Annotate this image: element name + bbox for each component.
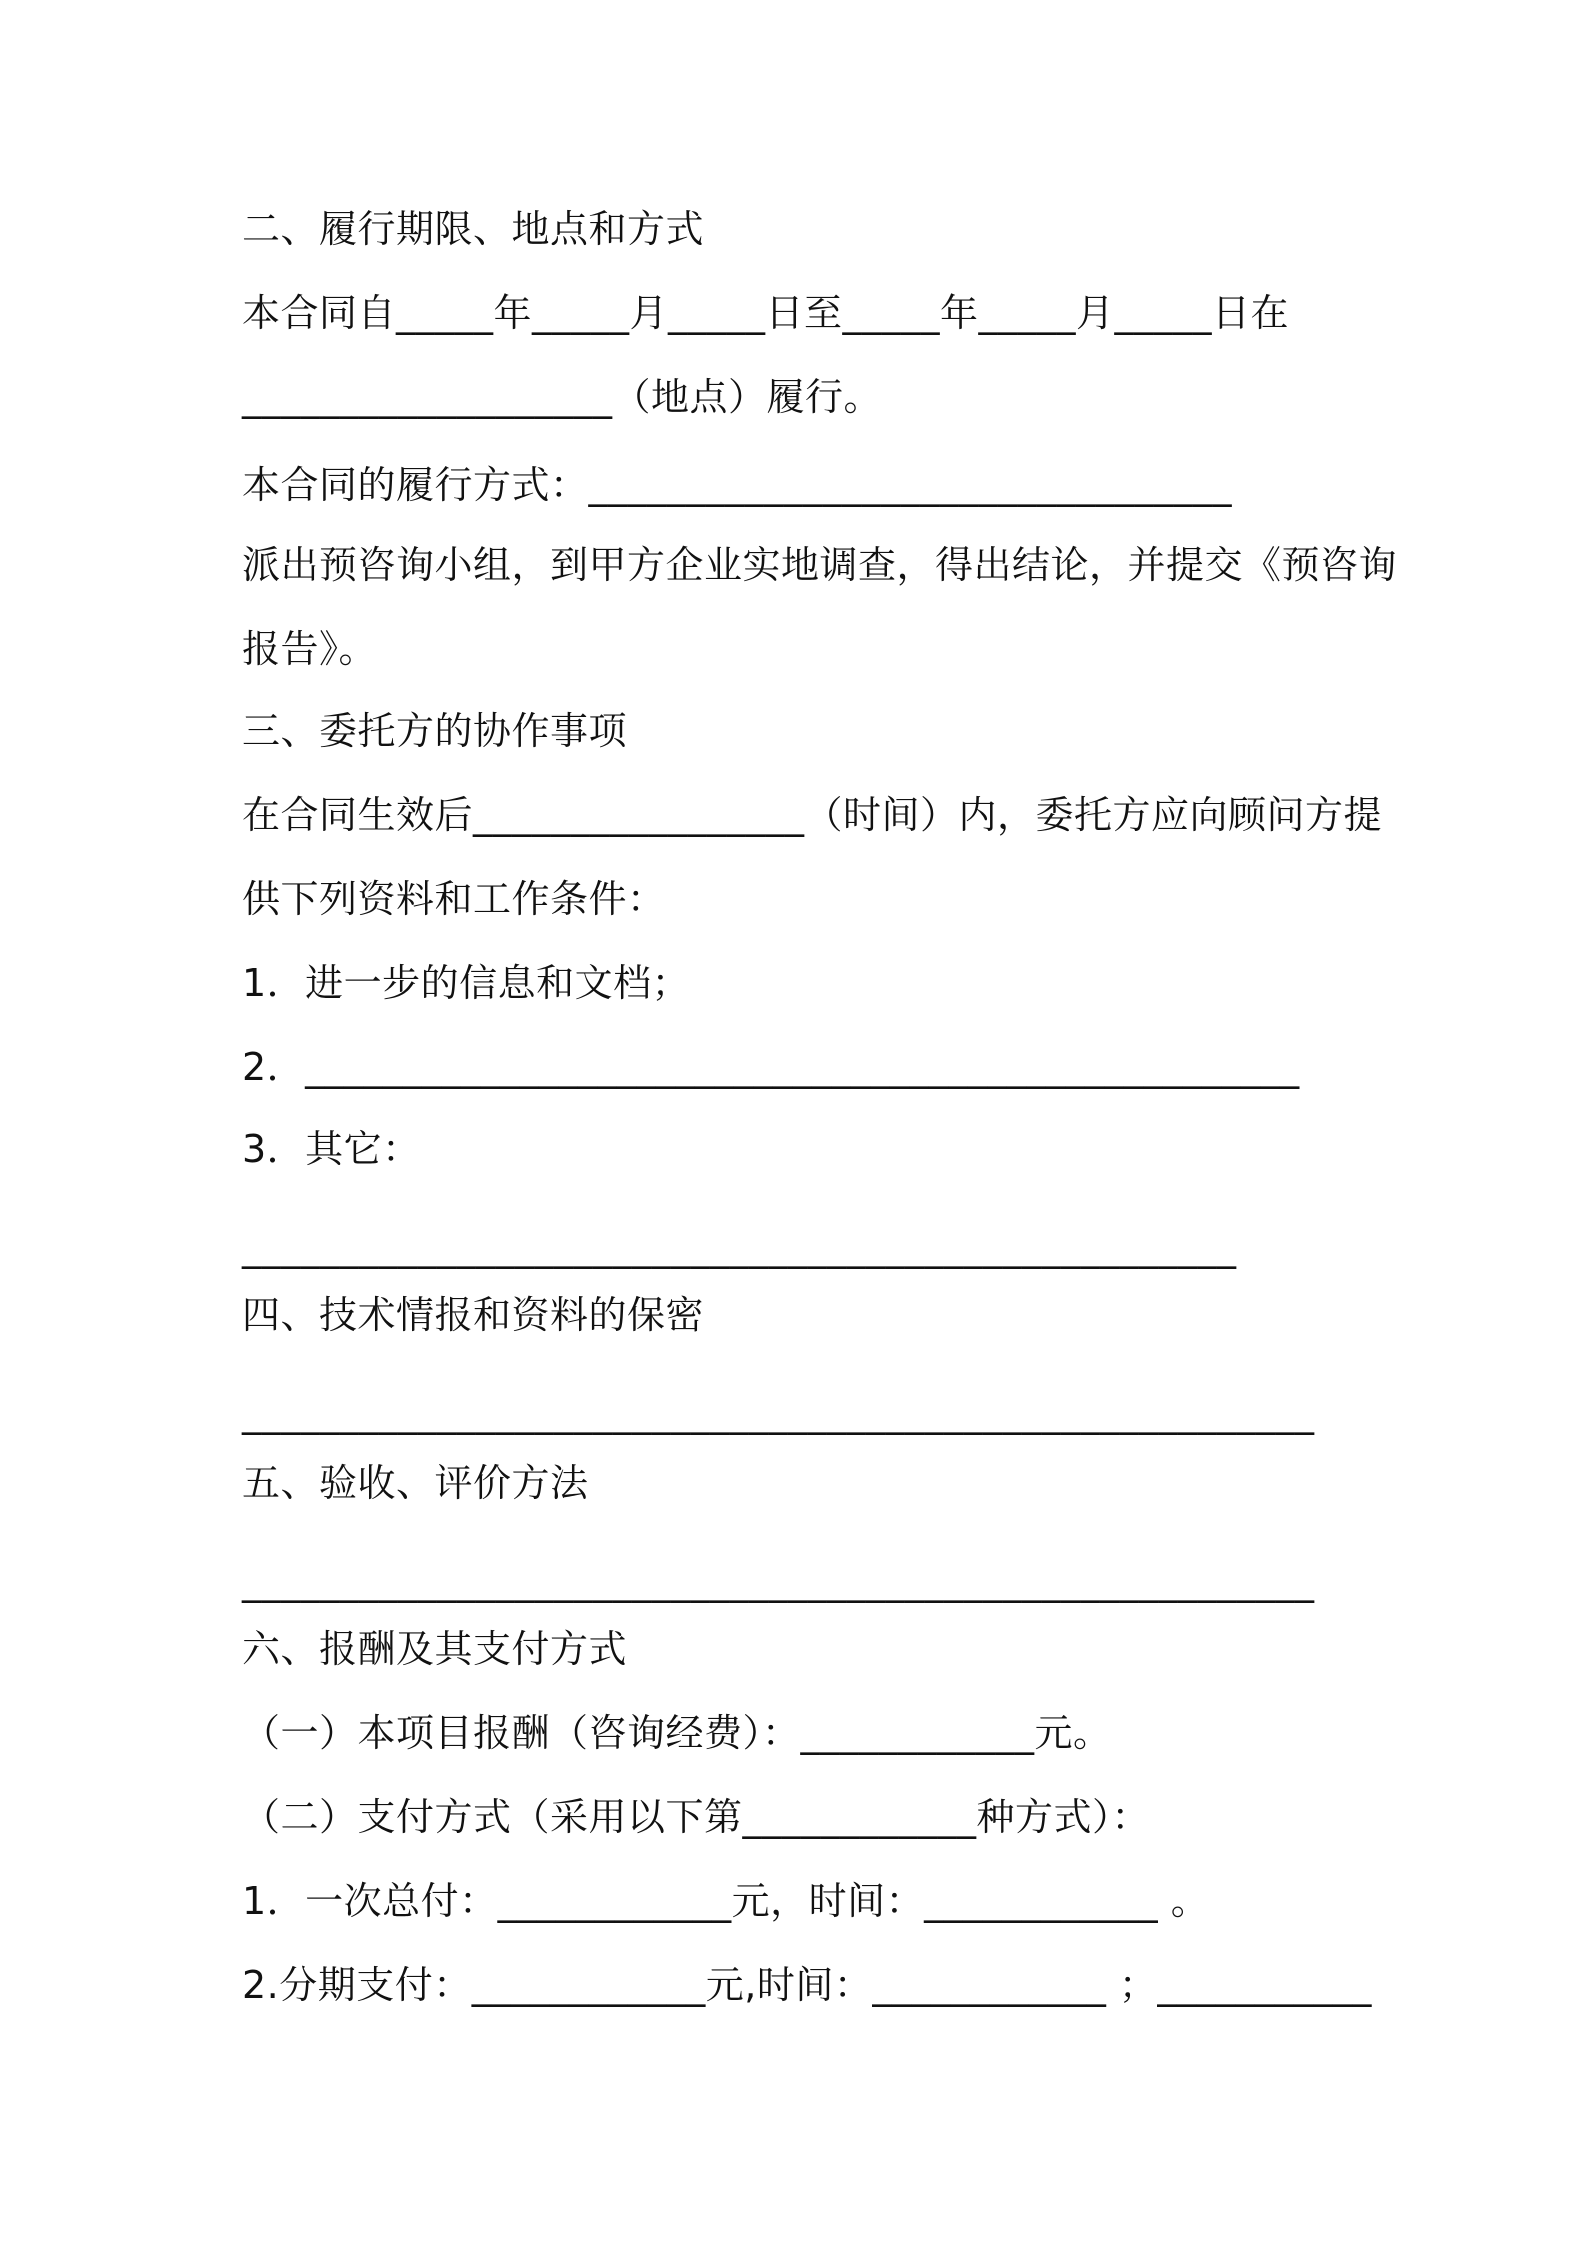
lump-sum-payment-line: 1．一次总付：____________元，时间：____________ 。 [242, 1879, 1210, 1923]
cooperation-time-line: 在合同生效后_________________（时间）内，委托方应向顾问方提 [242, 793, 1383, 837]
contract-period-line: 本合同自_____年_____月_____日至_____年_____月_____日在 [242, 291, 1290, 335]
section-4-blank: _______________________________________________________ [242, 1391, 1315, 1435]
cooperation-item-1: 1．进一步的信息和文档； [242, 961, 691, 1005]
contract-location-line: ___________________（地点）履行。 [242, 375, 883, 419]
cooperation-item-3: 3．其它： [242, 1127, 421, 1171]
cooperation-materials-line: 供下列资料和工作条件： [242, 877, 666, 921]
performance-method-line: 本合同的履行方式：_________________________________ [242, 463, 1233, 507]
performance-method-desc-1: 派出预咨询小组，到甲方企业实地调查，得出结论，并提交《预咨询 [242, 543, 1398, 587]
section-3-heading: 三、委托方的协作事项 [242, 709, 628, 753]
section-5-heading: 五、验收、评价方法 [242, 1461, 589, 1505]
section-5-blank: _______________________________________________________ [242, 1559, 1315, 1603]
fee-amount-line: （一）本项目报酬（咨询经费）：____________元。 [242, 1711, 1112, 1755]
cooperation-item-3-blank: ___________________________________________________ [242, 1225, 1237, 1269]
performance-method-desc-2: 报告》。 [242, 627, 378, 671]
payment-method-line: （二）支付方式（采用以下第____________种方式）： [242, 1795, 1151, 1839]
section-6-heading: 六、报酬及其支付方式 [242, 1627, 628, 1671]
section-2-heading: 二、履行期限、地点和方式 [242, 207, 705, 251]
cooperation-item-2: 2．___________________________________________________ [242, 1045, 1300, 1089]
section-4-heading: 四、技术情报和资料的保密 [242, 1293, 705, 1337]
installment-payment-line: 2.分期支付：____________元,时间：____________ ；___________ [242, 1963, 1372, 2007]
